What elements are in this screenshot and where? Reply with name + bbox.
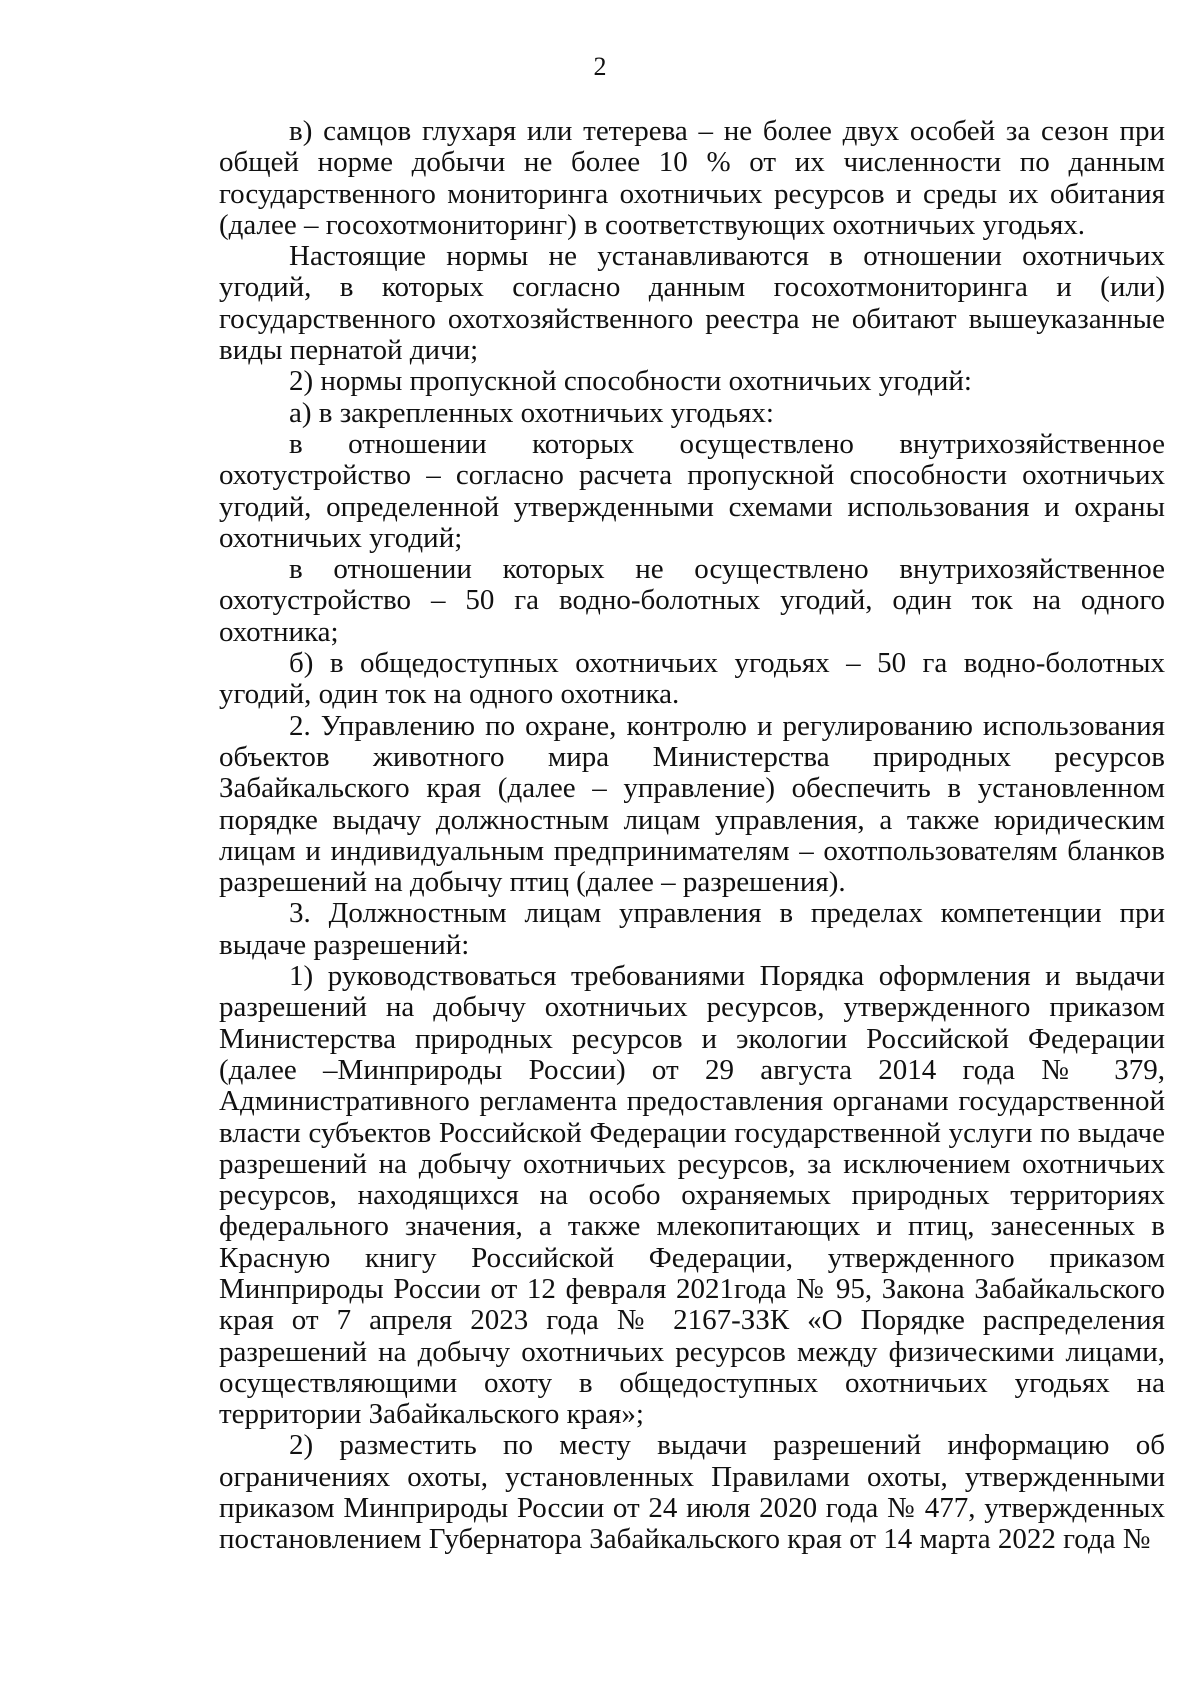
paragraph-item-3-officials: 3. Должностным лицам управления в пределах компетенции при выдаче разрешений: — [219, 897, 1165, 961]
paragraph-public-grounds: б) в общедоступных охотничьих угодьях – 50 га водно-болотных угодий, один ток на одного охотника. — [219, 647, 1165, 711]
paragraph-v-capercaillie-norm: в) самцов глухаря или тетерева – не более двух особей за сезон при общей норме добычи не более 10 % от их численности по данным государственного мониторинга охотничьих ресурсов и среды их обитания (далее – госохотмониторинг) в соответствующих охотничьих угодьях. — [219, 115, 1165, 241]
document-body — [219, 116, 1165, 1556]
paragraph-assigned-grounds: а) в закрепленных охотничьих угодьях: — [289, 396, 774, 429]
page-number: 2 — [593, 52, 607, 81]
paragraph-without-planning: в отношении которых не осуществлено внутрихозяйственное охотустройство – 50 га водно-болотных угодий, один ток на одного охотника; — [219, 553, 1165, 648]
paragraph-capacity-norms: 2) нормы пропускной способности охотничьих угодий: — [289, 365, 972, 398]
paragraph-norms-not-established: Настоящие нормы не устанавливаются в отношении охотничьих угодий, в которых согласно данным госохотмониторинга и (или) государственного охотхозяйственного реестра не обитают вышеуказанные виды пернатой дичи; — [219, 240, 1165, 367]
paragraph-with-planning: в отношении которых осуществлено внутрихозяйственное охотустройство – согласно расчета пропускной способности охотничьих угодий, определенной утвержденными схемами использования и охраны охотничьих угодий; — [219, 427, 1165, 554]
paragraph-item-2-directorate: 2. Управлению по охране, контролю и регулированию использования объектов животного мира Министерства природных ресурсов Забайкальского края (далее – управление) обеспечить в установленном порядке выдачу должностным лицам управления, а также юридическим лицам и индивидуальным предпринимателям – охотпользователям бланков разрешений на добычу птиц (далее – разрешения). — [219, 709, 1165, 899]
paragraph-subitem-1-regulations: 1) руководствоваться требованиями Порядка оформления и выдачи разрешений на добычу охотничьих ресурсов, утвержденного приказом Министерства природных ресурсов и экологии Российской Федерации (далее –Минприроды России) от 29 августа 2014 года № 379, Административного регламента предоставления органами государственной власти субъектов Российской Федерации государственной услуги по выдаче разрешений на добычу охотничьих ресурсов, за исключением охотничьих ресурсов, находящихся на особо охраняемых природных территориях федерального значения, а также млекопитающих и птиц, занесенных в Красную книгу Российской Федерации, утвержденного приказом Минприроды России от 12 февраля 2021года № 95, Закона Забайкальского края от 7 апреля 2023 года № 2167-ЗЗК «О Порядке распределения разрешений на добычу охотничьих ресурсов между физическими лицами, осуществляющими охоту в общедоступных охотничьих угодьях на территории Забайкальского края»; — [219, 960, 1165, 1431]
paragraph-subitem-2-placement: 2) разместить по месту выдачи разрешений информацию об ограничениях охоты, установленных Правилами охоты, утвержденными приказом Минприроды России от 24 июля 2020 года № 477, утвержденных постановлением Губернатора Забайкальского края от 14 марта 2022 года № — [219, 1429, 1165, 1556]
